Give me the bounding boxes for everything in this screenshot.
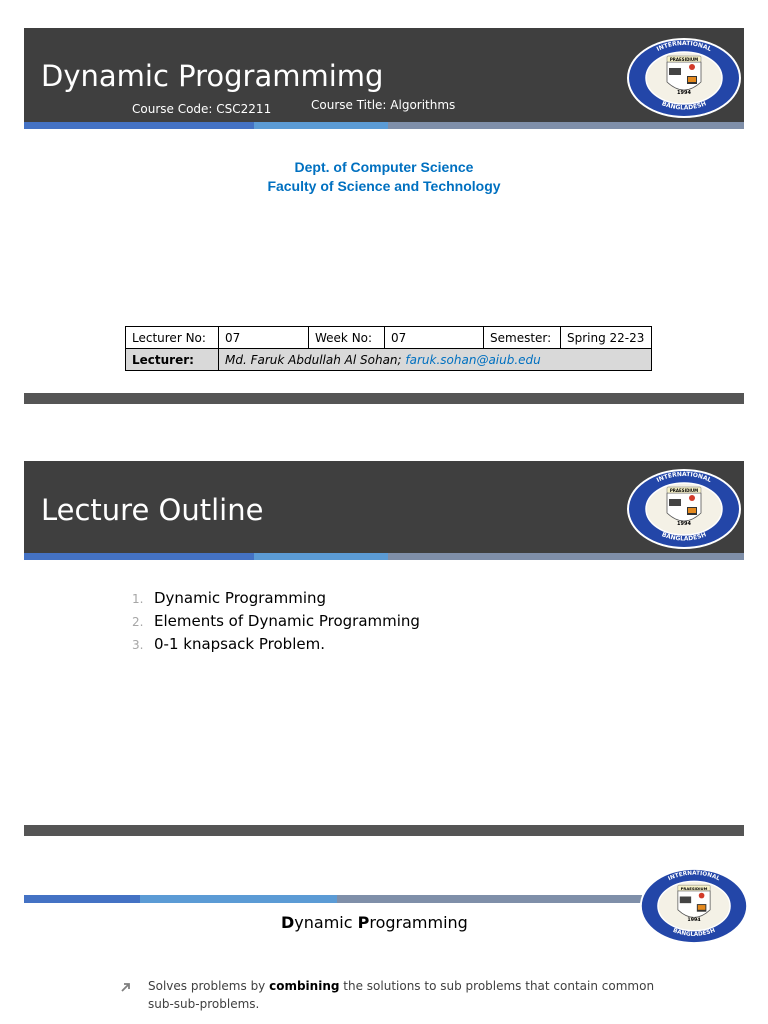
- slide2-title: Lecture Outline: [41, 493, 264, 527]
- dept-line-2: Faculty of Science and Technology: [267, 178, 501, 194]
- bullet-post: the solutions to sub problems that contain common sub-sub-problems.: [148, 979, 655, 1011]
- university-logo: [625, 467, 743, 551]
- university-seal-icon: [625, 36, 743, 120]
- university-seal-icon: [638, 866, 750, 946]
- week-no-label: Week No:: [309, 327, 385, 349]
- bullet-pre: Solves problems by: [148, 979, 270, 993]
- accent-bar: [24, 122, 254, 129]
- lecturer-cell: [219, 349, 652, 371]
- logo-year: 1994: [677, 521, 691, 527]
- university-seal-icon: [625, 467, 743, 551]
- lecturer-label: Lecturer:: [126, 349, 219, 371]
- semester-label: Semester:: [484, 327, 561, 349]
- course-title: Course Title: Algorithms: [311, 98, 456, 112]
- accent-bar: [24, 895, 140, 903]
- bullet-bold: combining: [269, 979, 340, 993]
- table-row: [126, 327, 652, 349]
- bullet-text: [148, 977, 656, 1013]
- lecturer-name: Md. Faruk Abdullah Al Sohan;: [225, 352, 402, 367]
- slide-divider: [24, 825, 744, 836]
- logo-year: 1994: [687, 918, 701, 924]
- list-item: [132, 587, 420, 610]
- accent-bar: [337, 895, 642, 903]
- lecturer-no-label: Lecturer No:: [126, 327, 219, 349]
- list-item: [132, 610, 420, 633]
- logo-ring-bottom: BANGLADESH: [660, 531, 708, 543]
- university-logo: [638, 866, 750, 946]
- lecturer-email-link[interactable]: faruk.sohan@aiub.edu: [405, 352, 541, 367]
- lecturer-no-value: 07: [219, 327, 309, 349]
- course-code: Course Code: CSC2211: [132, 102, 272, 116]
- list-text: 0-1 knapsack Problem.: [154, 635, 325, 653]
- accent-bar: [254, 553, 388, 560]
- list-number: 1.: [132, 592, 144, 606]
- semester-value: Spring 22-23: [561, 327, 652, 349]
- slide-divider: [24, 393, 744, 404]
- slide1-title: Dynamic Programmimg: [41, 59, 384, 93]
- title-part-1: ynamic: [294, 913, 358, 932]
- logo-banner: PRAESIDIUM: [669, 488, 699, 493]
- list-item: [132, 633, 420, 656]
- lecturer-info-table: [125, 326, 652, 371]
- list-text: Elements of Dynamic Programming: [154, 612, 420, 630]
- week-no-value: 07: [385, 327, 484, 349]
- logo-ring-top: INTERNATIONAL: [655, 470, 713, 484]
- accent-bar: [24, 553, 254, 560]
- logo-year: 1994: [677, 90, 691, 96]
- list-number: 3.: [132, 638, 144, 652]
- logo-ring-bottom: BANGLADESH: [660, 100, 708, 112]
- slide3-title: [281, 913, 468, 932]
- accent-bar: [254, 122, 388, 129]
- logo-banner: PRAESIDIUM: [669, 57, 699, 62]
- outline-list: [132, 587, 420, 656]
- dept-line-1: Dept. of Computer Science: [294, 159, 474, 175]
- logo-banner: PRAESIDIUM: [680, 885, 708, 891]
- logo-ring-bottom: BANGLADESH: [671, 927, 717, 938]
- table-row: [126, 349, 652, 371]
- title-part-2: rogramming: [369, 913, 468, 932]
- list-text: Dynamic Programming: [154, 589, 327, 607]
- title-letter-p: P: [357, 913, 370, 932]
- logo-ring-top: INTERNATIONAL: [667, 870, 721, 883]
- title-letter-d: D: [281, 913, 295, 932]
- arrow-bullet-icon: [120, 978, 132, 997]
- university-logo: [625, 36, 743, 120]
- accent-bar: [388, 122, 744, 129]
- list-number: 2.: [132, 615, 144, 629]
- accent-bar: [140, 895, 337, 903]
- logo-ring-top: INTERNATIONAL: [655, 39, 713, 53]
- accent-bar: [388, 553, 744, 560]
